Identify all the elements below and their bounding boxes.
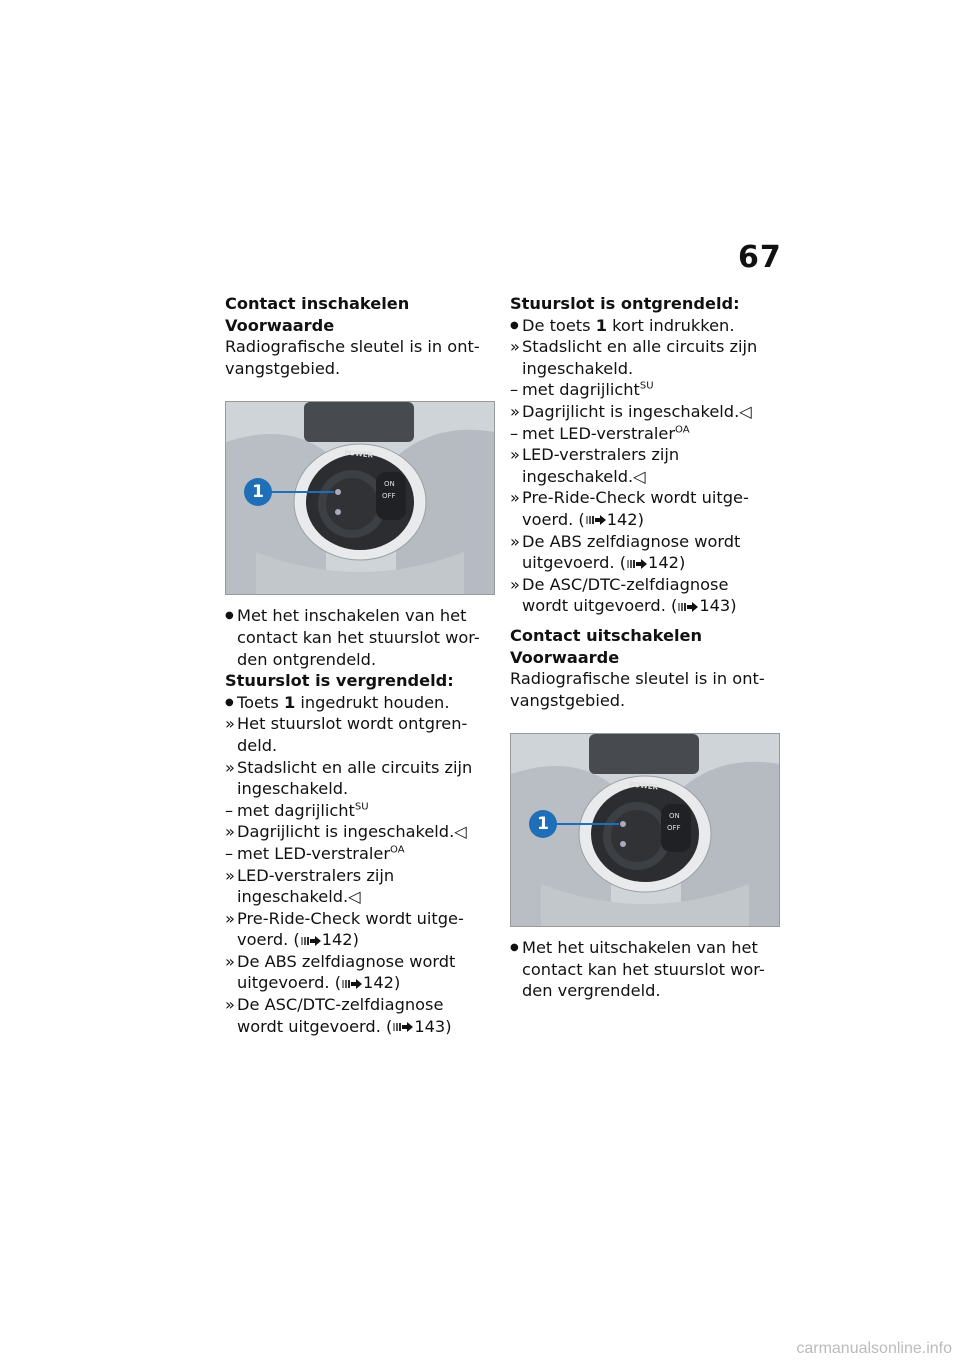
subsection-heading: Voorwaarde: [510, 647, 620, 667]
subsection-heading: Stuurslot is ontgrendeld:: [510, 294, 740, 313]
bullet-continuation: den ontgrendeld.: [237, 649, 377, 669]
option-code: SU: [639, 380, 654, 392]
on-label: ON: [669, 812, 680, 821]
result-continuation: voerd. ( 142): [522, 509, 644, 529]
result-item: » Stadslicht en alle circuits zijn: [510, 337, 758, 357]
result-item: » De ABS zelfdiagnose wordt: [225, 951, 456, 971]
dash-icon: –: [225, 843, 234, 863]
bullet-icon: ●: [225, 610, 234, 622]
result-icon: »: [510, 531, 520, 551]
result-item: » De ABS zelfdiagnose wordt: [510, 531, 741, 551]
right-column: [510, 293, 778, 1002]
bullet-continuation: contact kan het stuurslot wor-: [237, 627, 480, 647]
page-reference[interactable]: 142): [606, 509, 644, 529]
result-icon: »: [510, 445, 520, 465]
figure-callout-number: 1: [252, 482, 264, 503]
result-item: » Pre-Ride-Check wordt uitge-: [225, 908, 464, 928]
result-item: » Stadslicht en alle circuits zijn: [225, 757, 473, 777]
dash-icon: –: [225, 800, 234, 820]
bullet-icon: ●: [510, 319, 519, 331]
bullet-item: ● Met het uitschakelen van het: [510, 938, 758, 958]
dash-icon: –: [510, 380, 519, 400]
page-reference-arrow-icon: [300, 935, 322, 947]
result-item: » Dagrijlicht is ingeschakeld.◁: [225, 822, 467, 842]
option-item: – met dagrijlicht$^{SU}$: [510, 380, 654, 400]
bullet-item: ● Met het inschakelen van het: [225, 606, 467, 626]
result-item: » Pre-Ride-Check wordt uitge-: [510, 488, 749, 508]
off-label: OFF: [667, 824, 681, 833]
page-reference[interactable]: 143): [699, 596, 737, 616]
result-icon: »: [225, 714, 235, 734]
result-continuation: wordt uitgevoerd. ( 143): [522, 596, 737, 616]
bullet-icon: ●: [225, 696, 234, 708]
page-number: 67: [738, 240, 782, 275]
section-heading: Contact inschakelen: [225, 294, 410, 313]
result-icon: »: [510, 337, 520, 357]
dash-icon: –: [510, 423, 519, 443]
page-reference[interactable]: 143): [414, 1016, 452, 1036]
section-heading: Contact uitschakelen: [510, 625, 703, 645]
result-item: » Dagrijlicht is ingeschakeld.◁: [510, 401, 752, 421]
result-icon: »: [510, 574, 520, 594]
power-label: POWER: [628, 780, 659, 792]
result-icon: »: [510, 401, 520, 421]
result-icon: »: [225, 822, 235, 842]
page-reference[interactable]: 142): [321, 930, 359, 950]
result-item: » Het stuurslot wordt ontgren-: [225, 714, 468, 734]
result-continuation: uitgevoerd. ( 142): [237, 973, 401, 993]
result-continuation: ingeschakeld.: [522, 358, 634, 378]
result-continuation: ingeschakeld.◁: [237, 887, 361, 907]
page-reference-arrow-icon: [341, 978, 363, 990]
result-icon: »: [225, 908, 235, 928]
result-icon: »: [225, 865, 235, 885]
result-continuation: wordt uitgevoerd. ( 143): [237, 1016, 452, 1036]
subsection-heading: Voorwaarde: [225, 315, 335, 335]
bullet-icon: ●: [510, 942, 519, 954]
off-label: OFF: [382, 492, 396, 501]
watermark-text: carmanualsonline.info: [796, 1340, 952, 1357]
on-label: ON: [384, 480, 395, 489]
option-code: OA: [390, 844, 405, 856]
option-item: – met dagrijlicht$^{SU}$: [225, 800, 369, 820]
page-reference-arrow-icon: [392, 1021, 414, 1033]
bullet-item: ● De toets 1 kort indrukken.: [510, 315, 735, 335]
result-continuation: voerd. ( 142): [237, 930, 359, 950]
option-item: – met LED-verstraler$^{OA}$: [510, 423, 690, 443]
figure-callout-number: 1: [537, 814, 549, 835]
page-reference[interactable]: 142): [363, 973, 401, 993]
result-continuation: deld.: [237, 735, 278, 755]
result-item: » De ASC/DTC-zelfdiagnose: [510, 574, 729, 594]
result-icon: »: [510, 488, 520, 508]
result-icon: »: [225, 757, 235, 777]
option-code: SU: [354, 801, 369, 813]
left-column: [225, 293, 493, 1037]
result-continuation: ingeschakeld.◁: [522, 466, 646, 486]
result-continuation: uitgevoerd. ( 142): [522, 553, 686, 573]
subsection-heading: Stuurslot is vergrendeld:: [225, 671, 454, 691]
option-code: OA: [675, 424, 690, 436]
ignition-switch-figure: [225, 401, 495, 595]
bullet-continuation: contact kan het stuurslot wor-: [522, 959, 765, 979]
result-item: » De ASC/DTC-zelfdiagnose: [225, 995, 444, 1015]
page-reference-arrow-icon: [626, 558, 648, 570]
bullet-item: ● Toets 1 ingedrukt houden.: [225, 692, 450, 712]
result-item: » LED-verstralers zijn: [510, 445, 680, 465]
result-icon: »: [225, 995, 235, 1015]
result-item: » LED-verstralers zijn: [225, 865, 395, 885]
result-continuation: ingeschakeld.: [237, 779, 349, 799]
page-reference[interactable]: 142): [648, 553, 686, 573]
condition-text: Radiografische sleutel is in ont- vangstgebied.: [225, 337, 480, 378]
page-reference-arrow-icon: [677, 601, 699, 613]
ignition-switch-figure: [510, 733, 780, 927]
power-label: POWER: [343, 448, 374, 460]
result-icon: »: [225, 951, 235, 971]
condition-text: Radiografische sleutel is in ont- vangstgebied.: [510, 669, 765, 710]
option-item: – met LED-verstraler$^{OA}$: [225, 843, 405, 863]
page-reference-arrow-icon: [585, 514, 607, 526]
bullet-continuation: den vergrendeld.: [522, 981, 661, 1001]
